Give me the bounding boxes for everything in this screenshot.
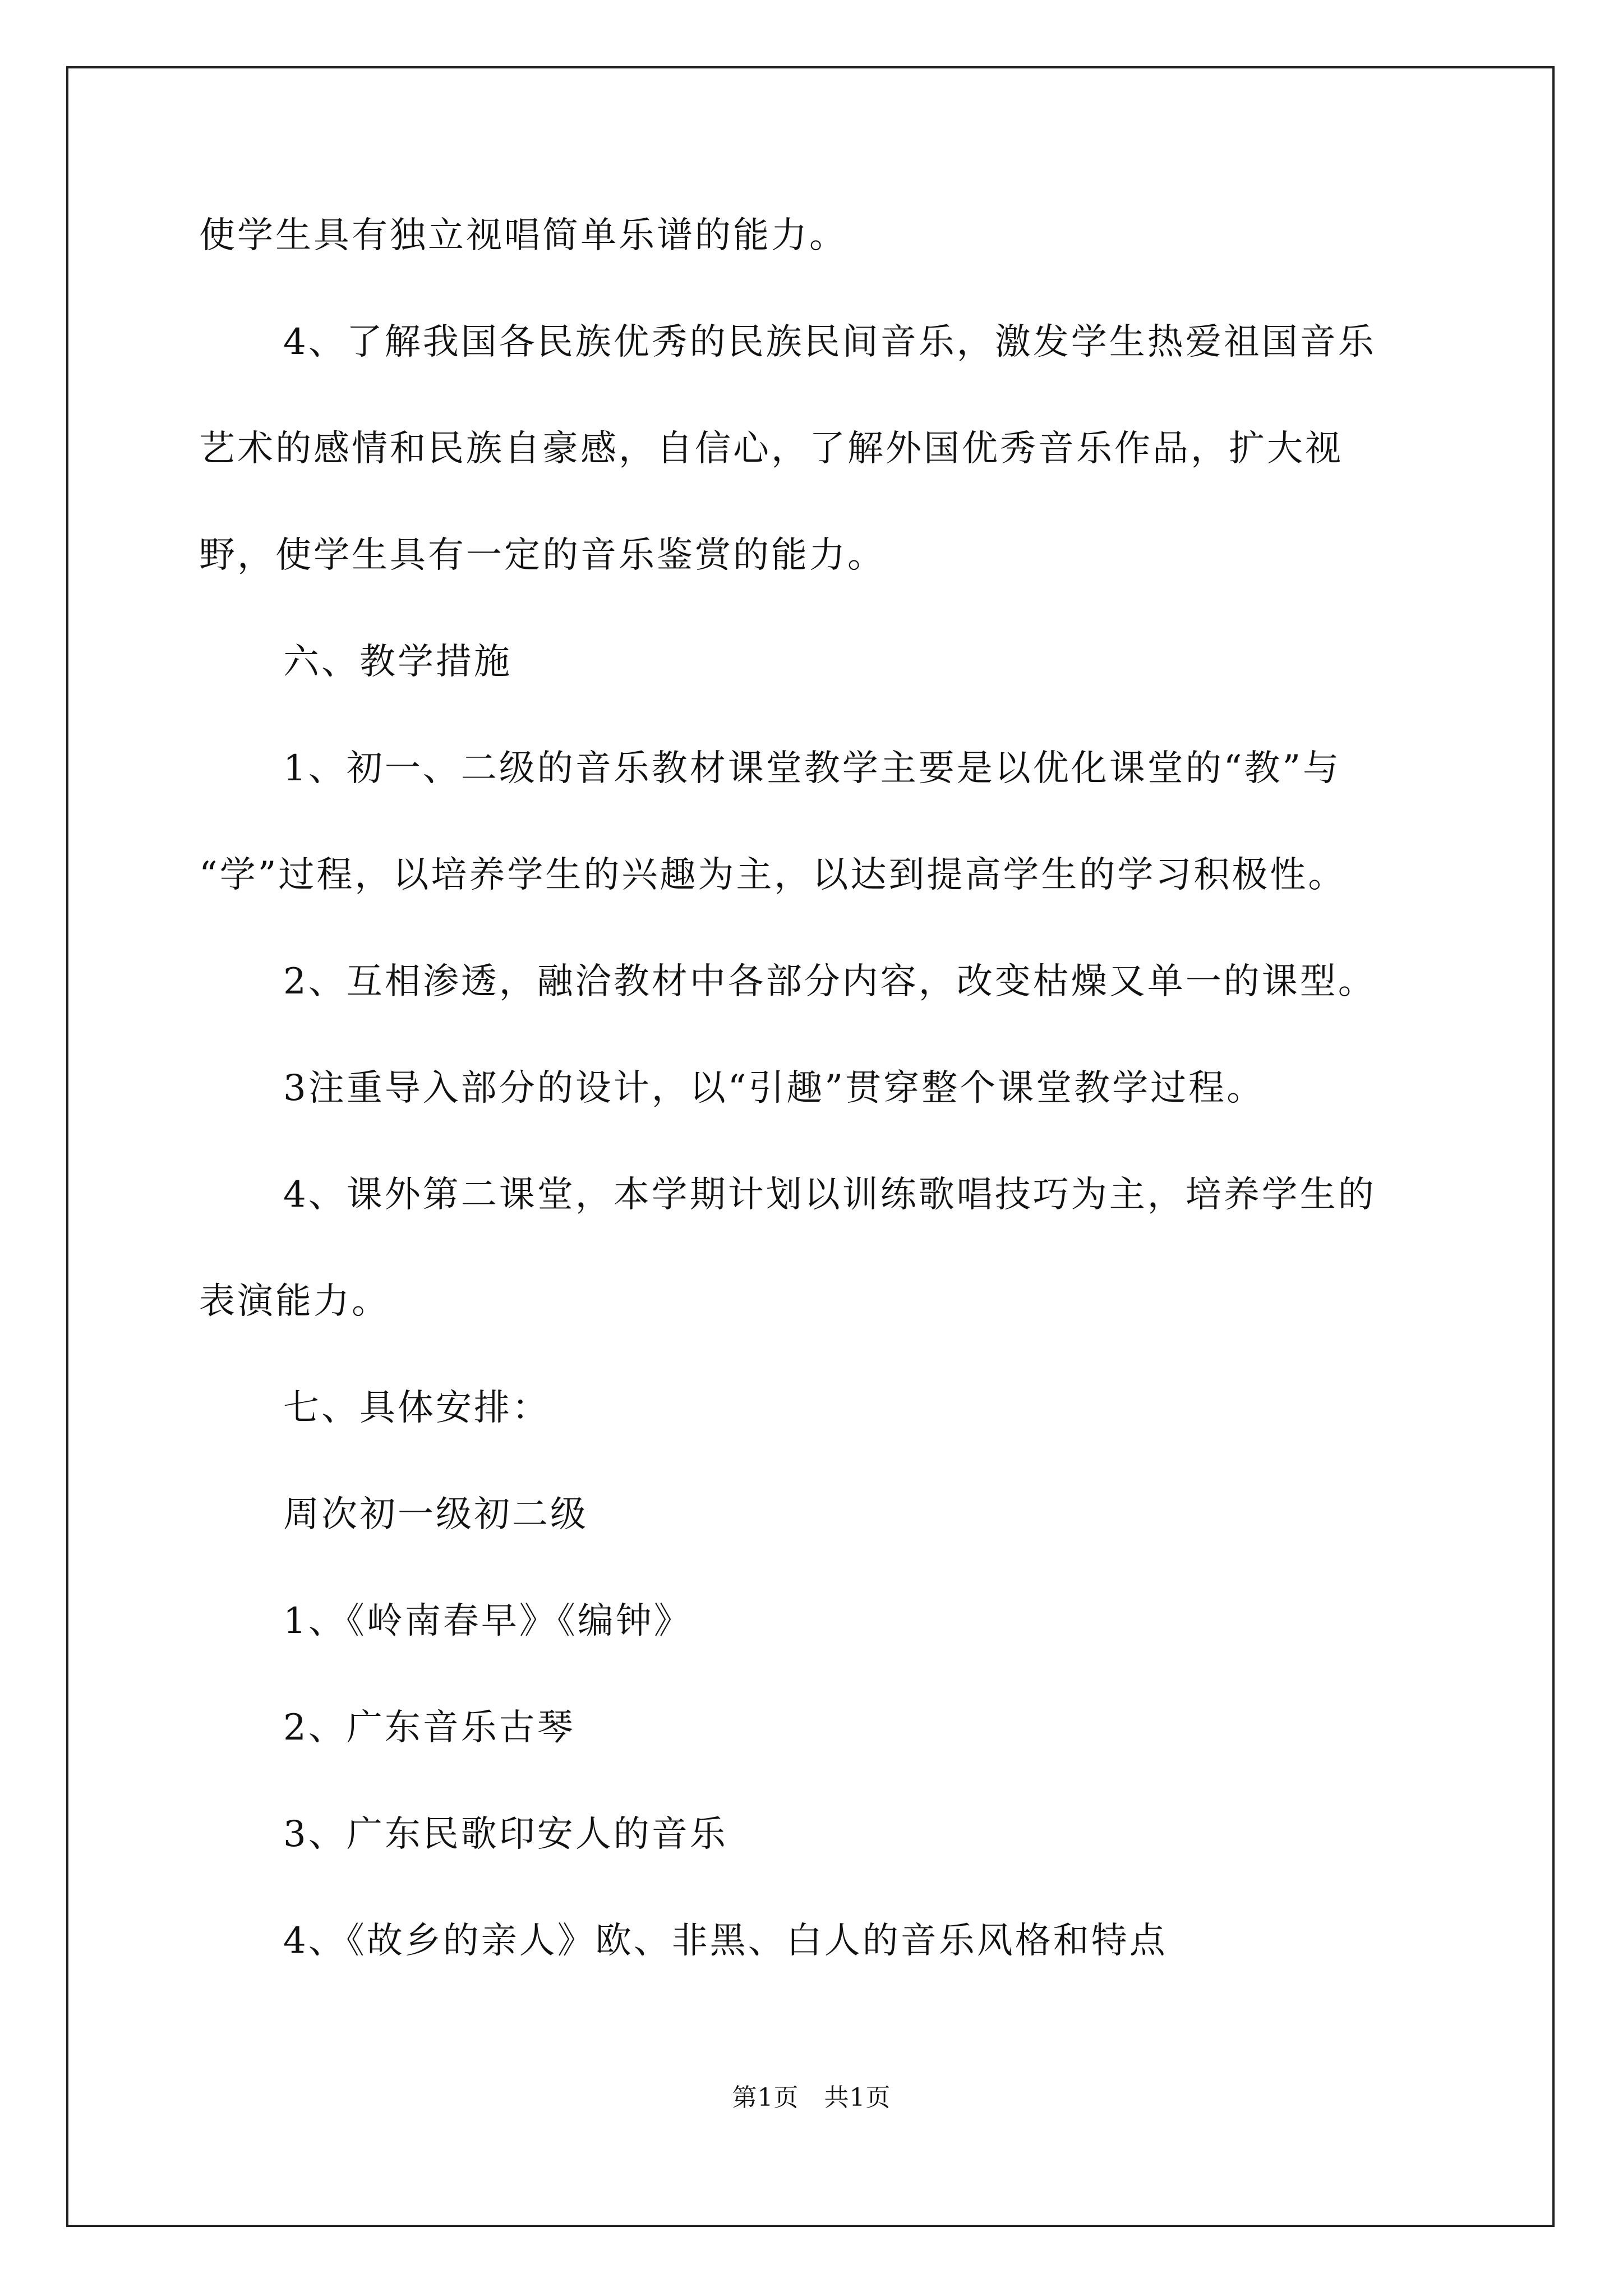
page-footer: 第1页 共1页 <box>732 2083 891 2112</box>
text-line: 使学生具有独立视唱简单乐谱的能力。 <box>199 215 847 256</box>
list-item: 2、广东音乐古琴 <box>283 1707 575 1749</box>
list-item: 4、《故乡的亲人》欧、非黑、白人的音乐风格和特点 <box>283 1920 1168 1962</box>
text-line: 4、课外第二课堂，本学期计划以训练歌唱技巧为主，培养学生的 <box>283 1174 1376 1216</box>
section-heading: 六、教学措施 <box>283 641 512 683</box>
text-line: “学”过程，以培养学生的兴趣为主，以达到提高学生的学习积极性。 <box>199 854 1347 896</box>
text-line: 4、了解我国各民族优秀的民族民间音乐，激发学生热爱祖国音乐 <box>283 321 1376 363</box>
section-heading: 七、具体安排： <box>283 1387 550 1429</box>
text-line: 表演能力。 <box>199 1281 390 1322</box>
text-line: 3注重导入部分的设计，以“引趣”贯穿整个课堂教学过程。 <box>283 1068 1265 1109</box>
text-line: 艺术的感情和民族自豪感，自信心，了解外国优秀音乐作品，扩大视 <box>199 428 1343 470</box>
text-line: 野，使学生具有一定的音乐鉴赏的能力。 <box>199 535 886 576</box>
list-item: 3、广东民歌印安人的音乐 <box>283 1814 728 1855</box>
text-line: 周次初一级初二级 <box>283 1494 588 1535</box>
text-line: 1、初一、二级的音乐教材课堂教学主要是以优化课堂的“教”与 <box>283 748 1341 789</box>
list-item: 1、《岭南春早》《编钟》 <box>283 1600 692 1642</box>
text-line: 2、互相渗透，融洽教材中各部分内容，改变枯燥又单一的课型。 <box>283 961 1376 1002</box>
page-border <box>66 66 1555 2227</box>
